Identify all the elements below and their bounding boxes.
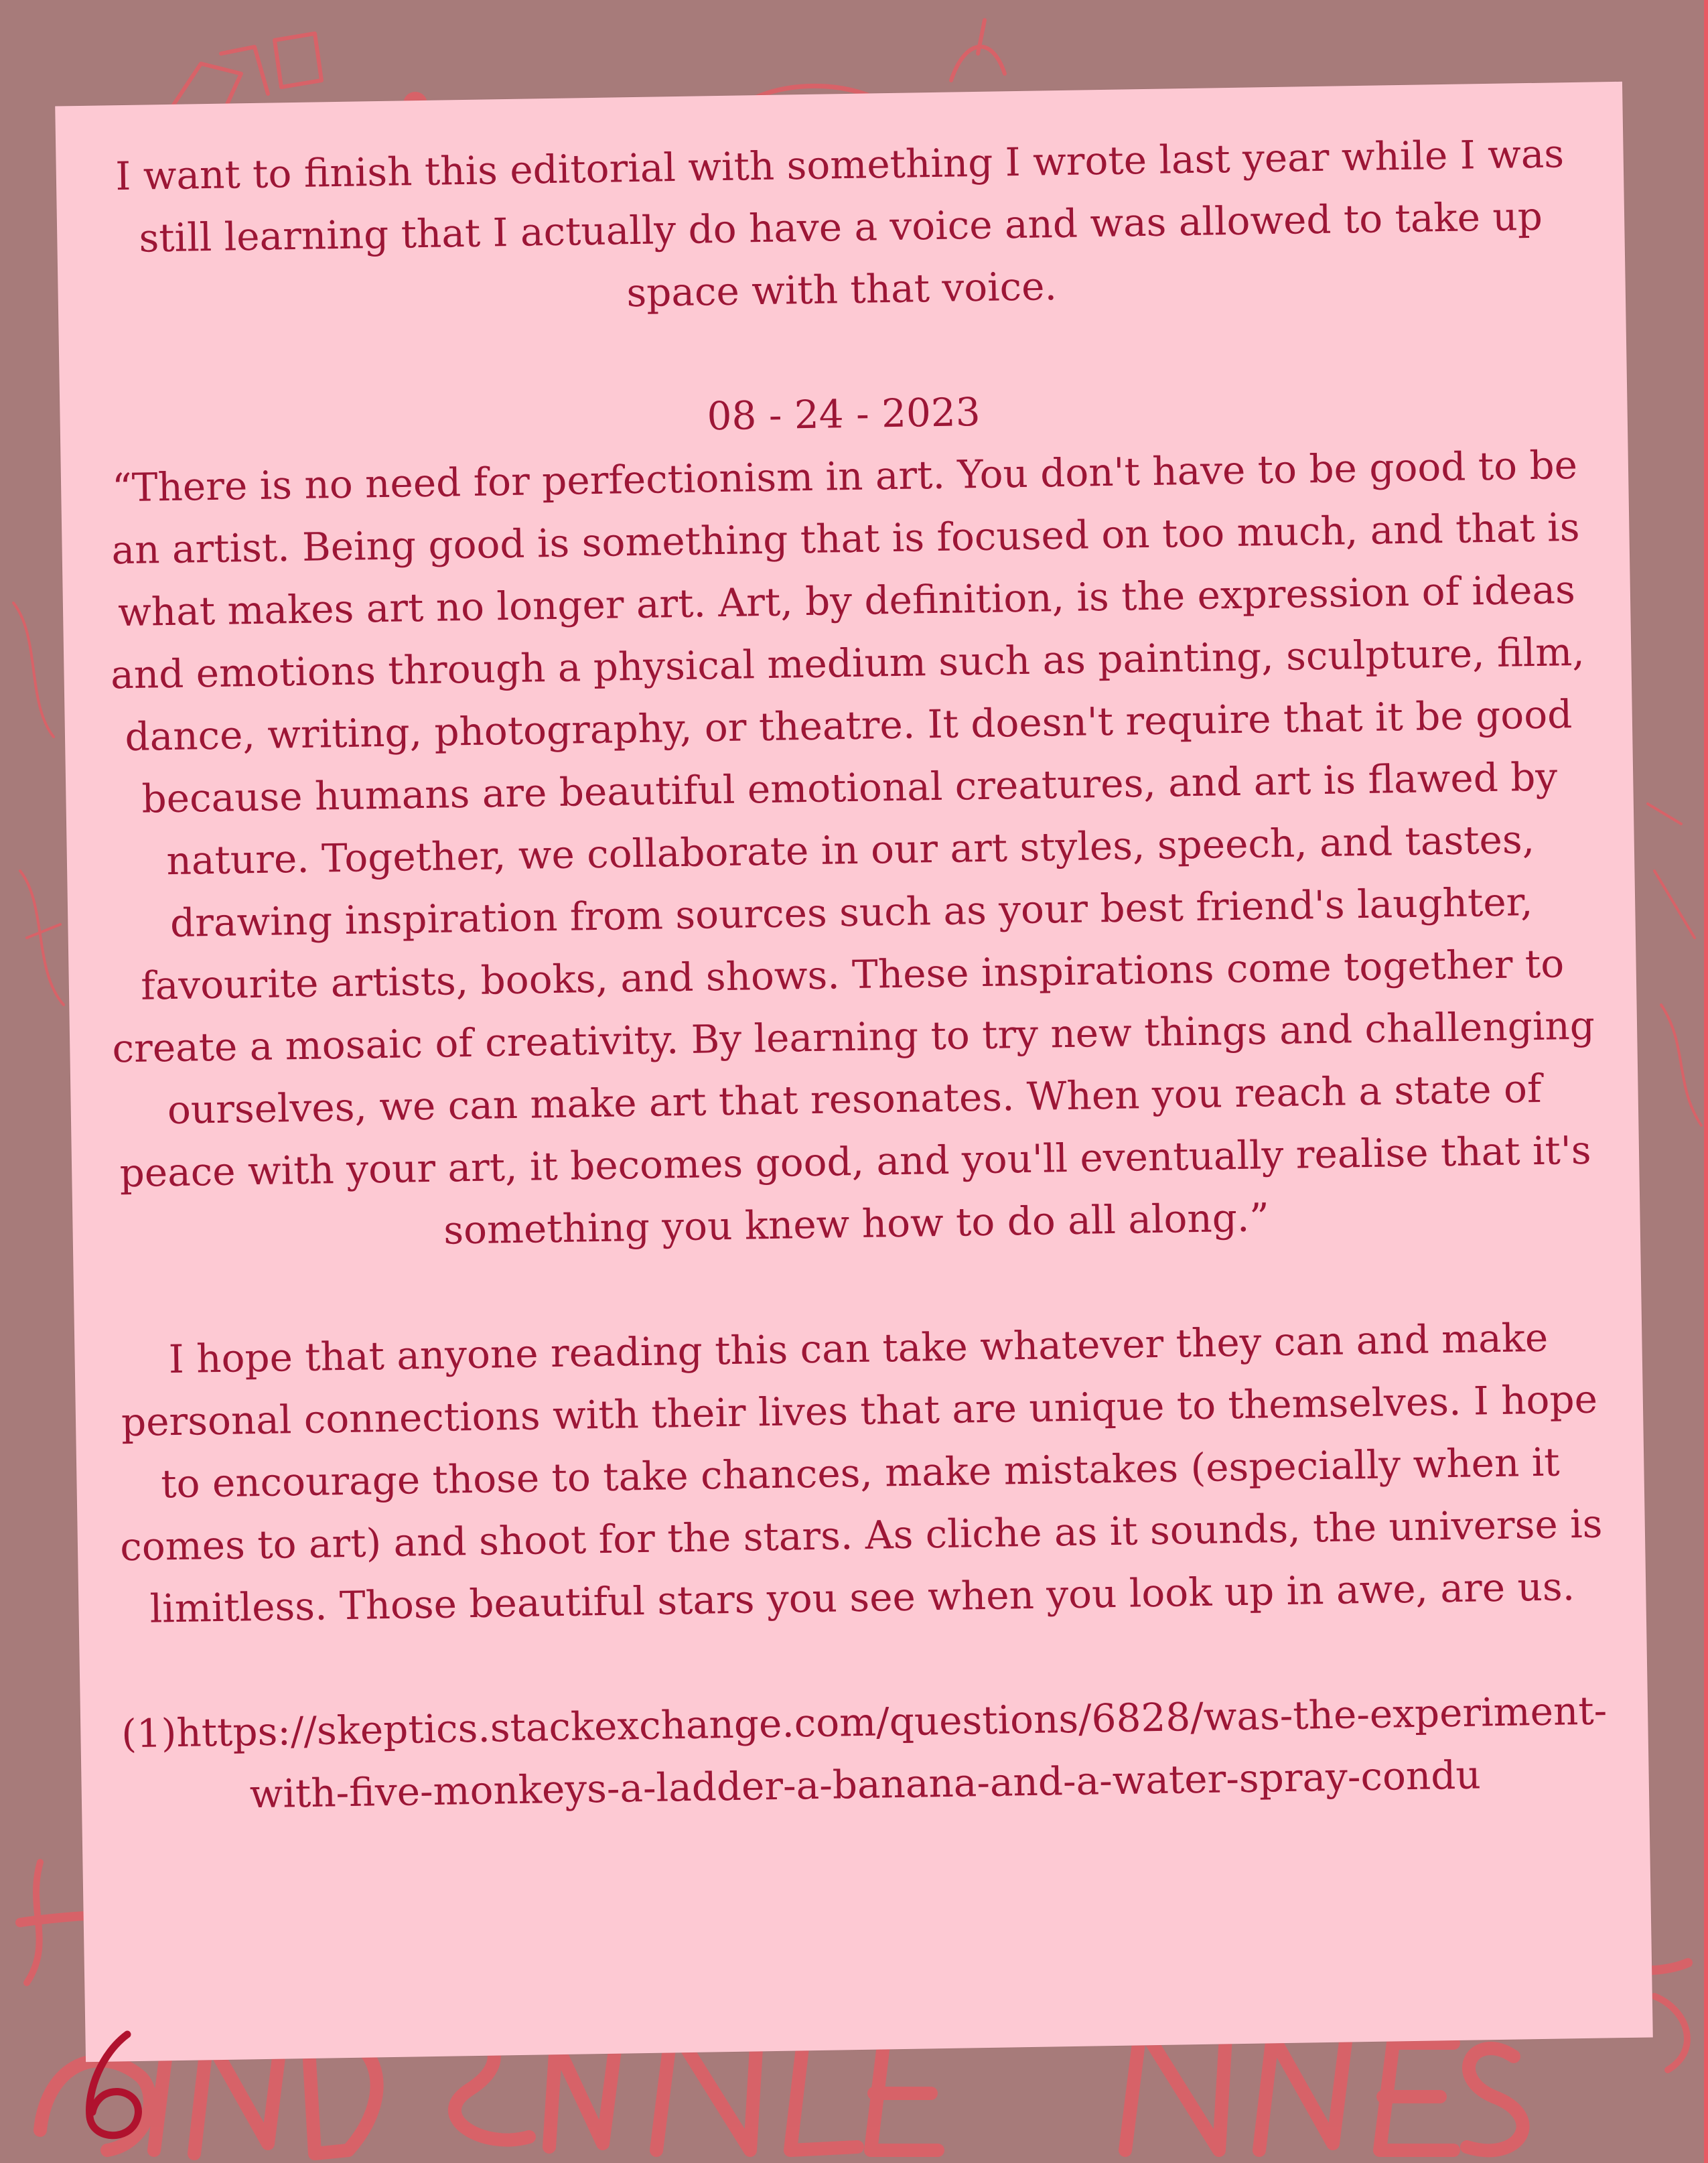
quote-date: 08 - 24 - 2023 xyxy=(706,389,981,439)
closing-paragraph: I hope that anyone reading this can take whatever they can and make personal connections with their lives that are unique to themselves. I hope to encourage those to take chances, make mistakes (especially when it comes to art) and shoot for the stars. As cliche as it sounds, the universe is limitless. Those beautiful stars you see when you look up in awe, are us. xyxy=(119,1314,1603,1632)
intro-paragraph: I want to finish this editorial with something I wrote last year while I was still learning that I actually do have a voice and was allowed to take up space with that voice. xyxy=(115,131,1565,316)
quote-paragraph: “There is no need for perfectionism in art. You don't have to be good to be an artist. Being good is something that is focused on too much, and that is what makes art no longer art. Art, by definition, is the expression of ideas and emotions through a physical medium such as painting, sculpture, film, dance, writing, photography, or theatre. It doesn't require that it be good because humans are beautiful emotional creatures, and art is flawed by nature. Together, we collaborate in our art styles, speech, and tastes, drawing inspiration from sources such as your best friend's laughter, favourite artists, books, and shows. These inspirations come together to create a mosaic of creativity. By learning to try new things and challenging ourselves, we can make art that resonates. When you reach a state of peace with your art, it becomes good, and you'll eventually realise that it's something you knew how to do all along.” xyxy=(110,441,1595,1253)
page-number xyxy=(75,2026,155,2147)
left-side-sketch xyxy=(13,603,64,1005)
bottom-lettering-right xyxy=(1125,2036,1523,2150)
bottom-lettering-center xyxy=(656,2036,944,2150)
page-number-glyph xyxy=(90,2034,139,2136)
footnote-link[interactable]: (1)https://skeptics.stackexchange.com/questions/6828/was-the-experiment-with-five-monkeys-a-ladder-a-banana-and-a-water-spray-condu xyxy=(121,1687,1608,1817)
top-right-sketch xyxy=(951,20,1005,80)
right-edge-stripe xyxy=(1704,0,1708,2163)
editorial-text xyxy=(92,123,1612,1828)
editorial-paper xyxy=(55,82,1653,2062)
right-side-sketch xyxy=(1648,804,1701,1125)
